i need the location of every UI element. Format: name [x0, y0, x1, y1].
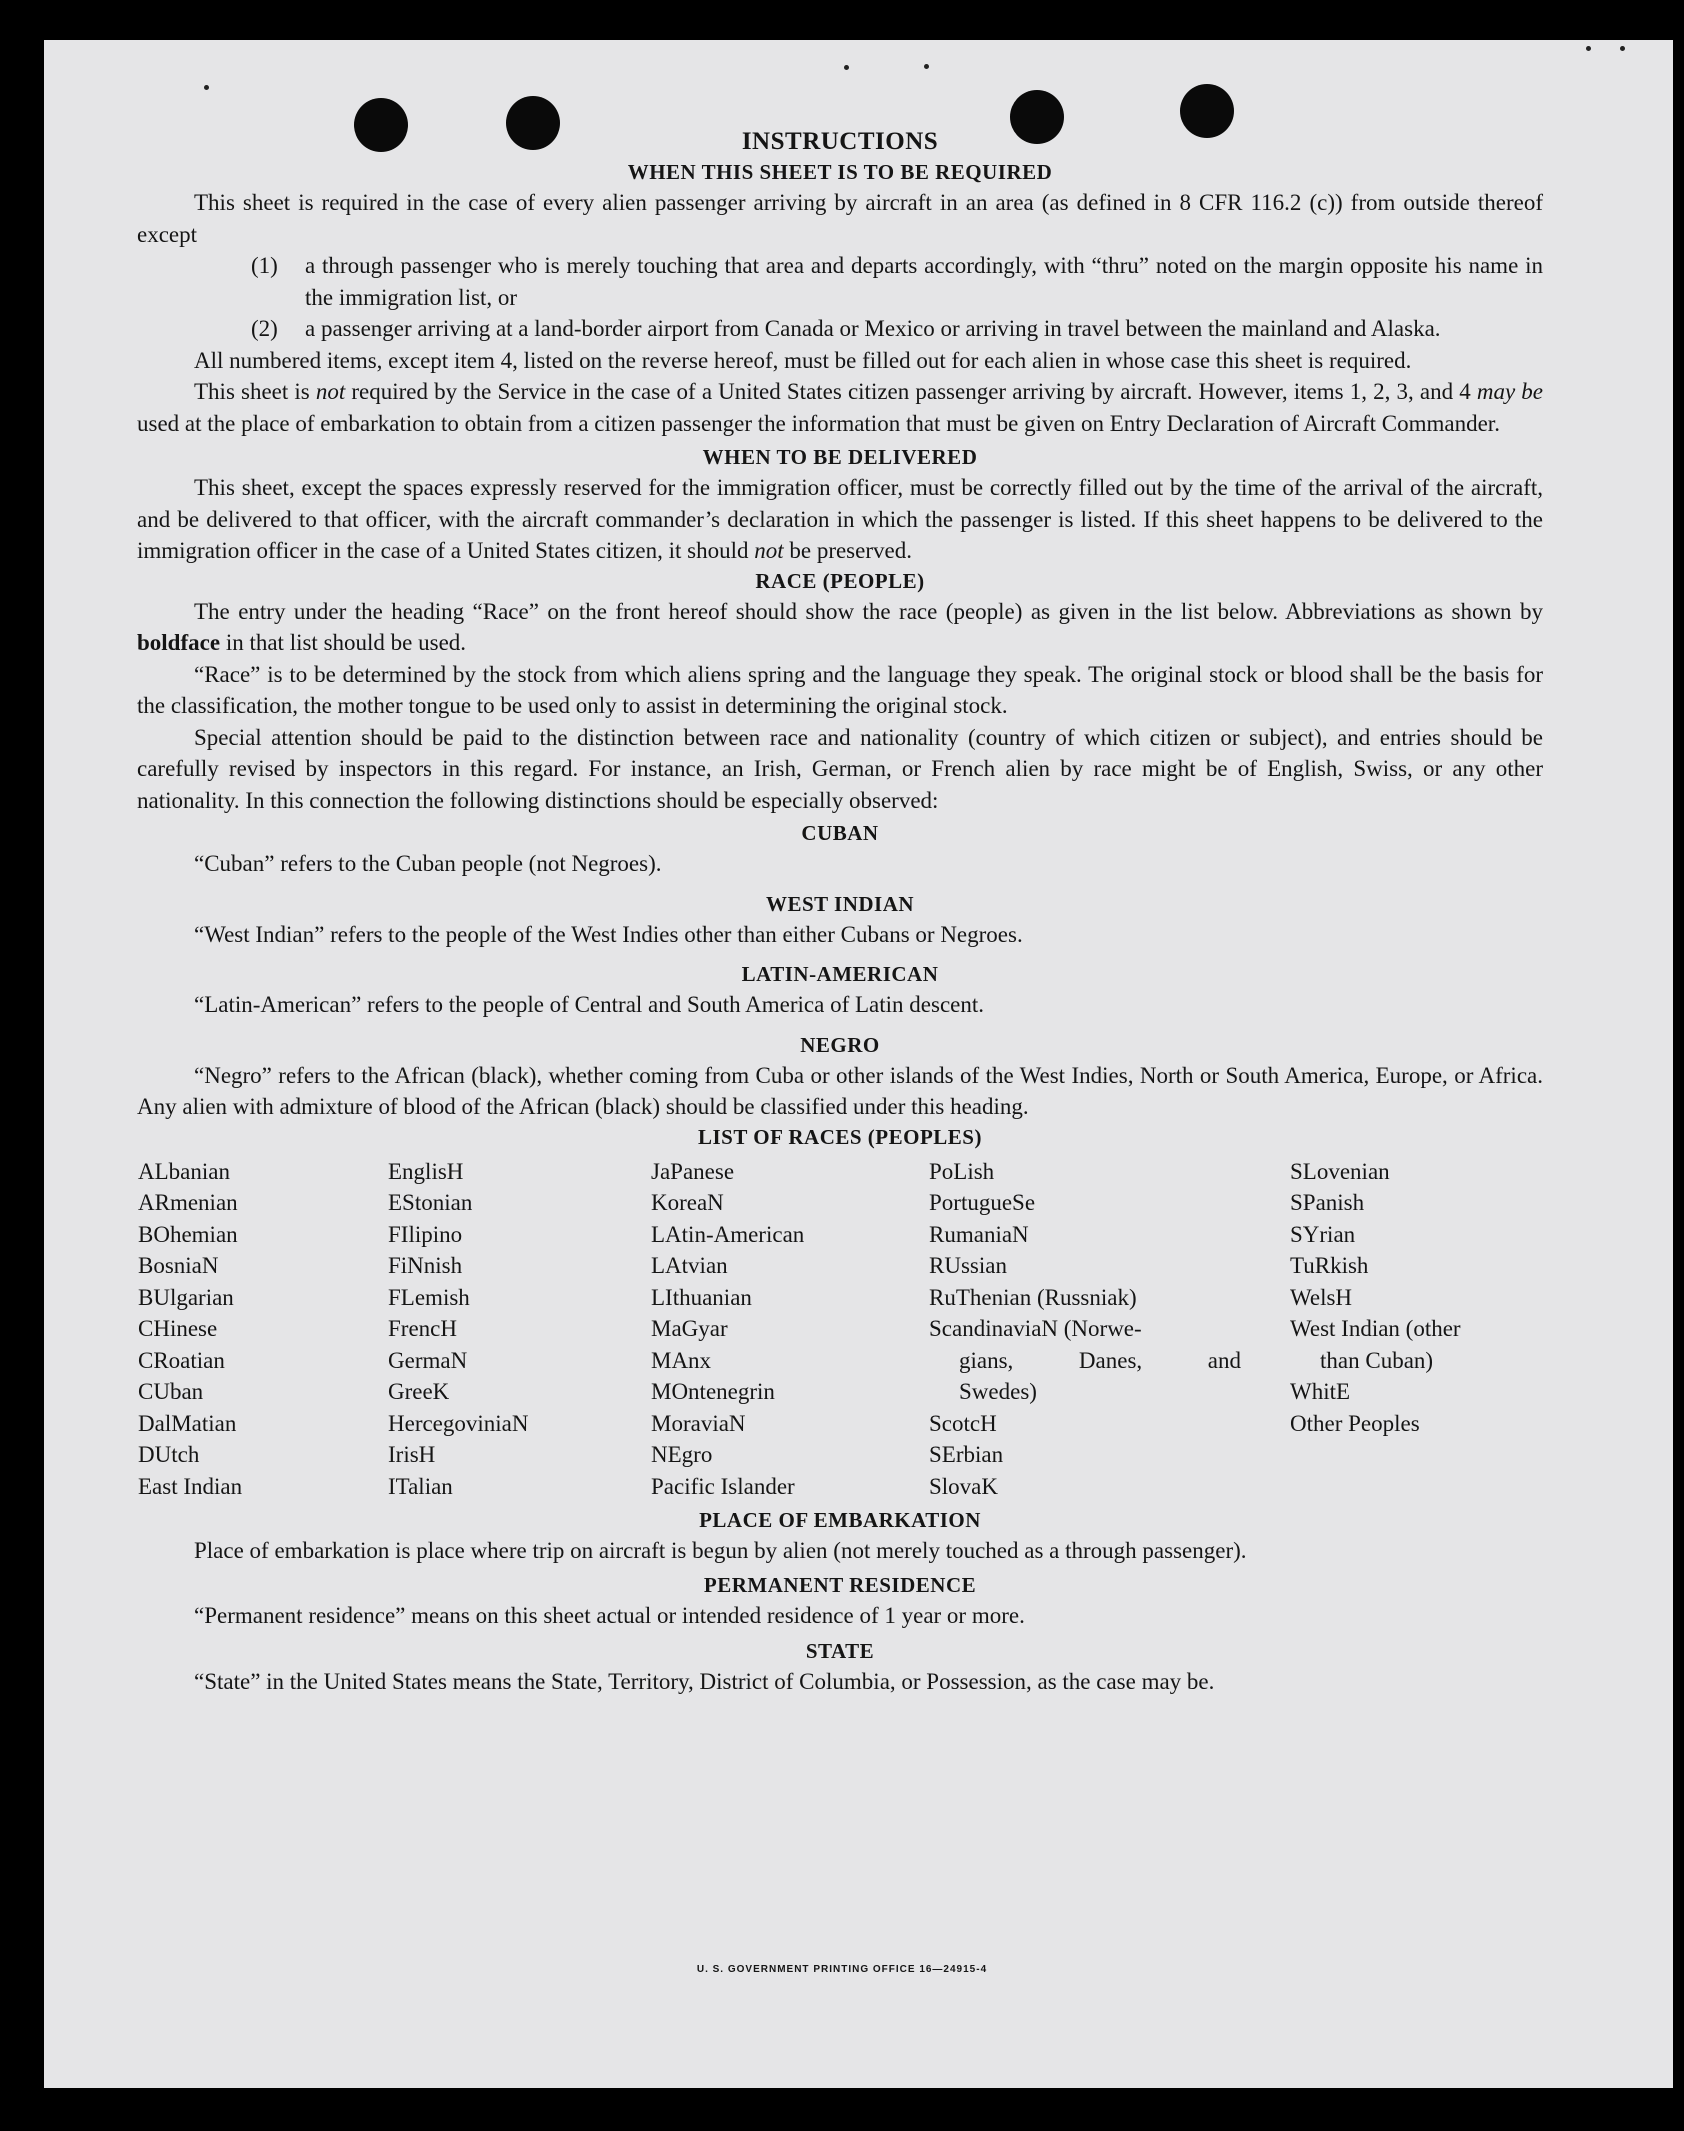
race-item: KoreaN	[651, 1190, 724, 1215]
paragraph-negro: “Negro” refers to the African (black), whether coming from Cuba or other islands of the West Indies, North or South America, Europe, or Africa. Any alien with admixture of blood of the African (black) should be classified under this heading.	[137, 1062, 1543, 1119]
section-heading-west-indian: WEST INDIAN	[765, 891, 915, 916]
paragraph-race-2: “Race” is to be determined by the stock from which aliens spring and the language they speak. The original stock or blood shall be the basis for the classification, the mother tongue to be used only to assist in determining the original stock.	[137, 661, 1543, 718]
section-heading-embarkation: PLACE OF EMBARKATION	[699, 1507, 981, 1532]
race-item: IrisH	[388, 1442, 436, 1467]
section-heading-delivered: WHEN TO BE DELIVERED	[702, 445, 978, 469]
speck	[1586, 46, 1591, 51]
word: Danes,	[1078, 1347, 1143, 1373]
race-item: DUtch	[138, 1442, 200, 1467]
paragraph-required: This sheet is required in the case of every alien passenger arriving by aircraft in an area (as defined in 8 CFR 116.2 (c)) from outside thereof except	[137, 190, 1543, 247]
race-item: LAtin-American	[651, 1221, 805, 1247]
races-column-3	[651, 1156, 804, 1503]
race-item: MAnx	[651, 1347, 712, 1373]
race-item: GreeK	[388, 1379, 450, 1404]
race-item: RUssian	[929, 1253, 1007, 1278]
race-item: FiNnish	[388, 1253, 463, 1278]
speck	[1620, 46, 1625, 51]
word: and	[1207, 1347, 1241, 1373]
race-item: ITalian	[388, 1473, 453, 1499]
races-column-2	[388, 1156, 529, 1503]
text: in that list should be used.	[220, 630, 467, 655]
paragraph-cuban: “Cuban” refers to the Cuban people (not Negroes).	[194, 851, 662, 876]
race-item: East Indian	[138, 1473, 243, 1499]
race-item: WelsH	[1290, 1284, 1353, 1310]
paragraph-latin-american: “Latin-American” refers to the people of Central and South America of Latin descent.	[194, 992, 984, 1017]
race-item: SlovaK	[929, 1473, 998, 1499]
emphasis: may be	[1476, 379, 1543, 404]
race-item: MOntenegrin	[651, 1379, 775, 1404]
race-item: MoraviaN	[651, 1410, 746, 1436]
race-item: PoLish	[929, 1158, 995, 1184]
speck	[844, 65, 849, 70]
exception-item-2	[137, 313, 1543, 345]
race-item: NEgro	[651, 1442, 713, 1467]
race-item: Pacific Islander	[651, 1473, 795, 1499]
race-item: EnglisH	[388, 1158, 464, 1184]
section-heading-list-of-races: LIST OF RACES (PEOPLES)	[698, 1124, 982, 1149]
race-item: JaPanese	[651, 1158, 735, 1184]
races-column-1	[138, 1156, 242, 1503]
race-item: RuThenian (Russniak)	[929, 1284, 1137, 1310]
race-item: FrencH	[388, 1316, 457, 1341]
race-item: SYrian	[1290, 1221, 1356, 1247]
race-item: SErbian	[929, 1442, 1004, 1467]
emphasis: not	[754, 538, 784, 563]
paragraph-race-3: Special attention should be paid to the distinction between race and nationality (country of which citizen or subject), and entries should be carefully revised by inspectors in this regard. For instance, an Irish, German, or French alien by race might be of English, Swiss, or any other nationality. In this connection the following distinctions should be especially observed:	[137, 724, 1543, 813]
section-heading-state: STATE	[805, 1638, 875, 1663]
section-heading-residence: PERMANENT RESIDENCE	[703, 1573, 977, 1597]
races-column-5	[1290, 1156, 1461, 1440]
race-item: ARmenian	[138, 1190, 238, 1215]
race-item: MaGyar	[651, 1316, 728, 1341]
race-item: TuRkish	[1290, 1253, 1369, 1278]
race-item: FIlipino	[388, 1221, 463, 1247]
section-heading-latin-american: LATIN-AMERICAN	[741, 962, 939, 986]
paragraph-west-indian: “West Indian” refers to the people of the West Indies other than either Cubans or Negroes.	[194, 921, 1023, 947]
race-item: CHinese	[138, 1316, 218, 1341]
speck	[204, 85, 209, 90]
paragraph-citizen	[137, 376, 1543, 439]
race-item: LIthuanian	[651, 1284, 752, 1310]
text: This sheet, except the spaces expressly reserved for the immigration officer, must be correctly filled out by the time of the arrival of the aircraft, and be delivered to that officer, with the aircraft commander’s declaration in which the passenger is listed. If this sheet happens to be delivered to the immigration officer in the case of a United States citizen, it should	[137, 475, 1543, 563]
item-number: (1)	[251, 253, 278, 278]
printer-imprint: U. S. GOVERNMENT PRINTING OFFICE 16—24915-4	[696, 1964, 988, 1975]
race-item: GermaN	[388, 1347, 468, 1373]
text: be preserved.	[783, 538, 912, 563]
race-item: DalMatian	[138, 1410, 237, 1436]
text: used at the place of embarkation to obtain from a citizen passenger the information that must be given on Entry Declaration of Aircraft Commander.	[137, 410, 1500, 436]
race-item: CRoatian	[138, 1347, 225, 1373]
race-item-continued	[929, 1345, 1241, 1377]
exception-item-1	[137, 250, 1543, 313]
race-item: ScotcH	[929, 1410, 997, 1436]
race-item: PortugueSe	[929, 1190, 1036, 1215]
race-item: HercegoviniaN	[388, 1410, 529, 1436]
bold-word: boldface	[137, 630, 221, 655]
race-item: WhitE	[1290, 1379, 1351, 1404]
item-text: a passenger arriving at a land-border airport from Canada or Mexico or arriving in travel between the mainland and Alaska.	[305, 316, 1441, 341]
race-item-continued: than Cuban)	[1320, 1347, 1434, 1373]
page-title: INSTRUCTIONS	[741, 128, 939, 155]
instructions-text	[137, 126, 1543, 1697]
section-heading-negro: NEGRO	[800, 1032, 880, 1057]
race-item: LAtvian	[651, 1253, 728, 1278]
item-text: a through passenger who is merely touching that area and departs accordingly, with “thru” noted on the margin opposite his name in the immigration list, or	[305, 253, 1543, 310]
paragraph-delivered	[137, 472, 1543, 567]
speck	[924, 64, 929, 69]
section-heading-cuban: CUBAN	[801, 821, 879, 845]
race-item: ScandinaviaN (Norwe-	[929, 1316, 1142, 1341]
paragraph-state: “State” in the United States means the State, Territory, District of Columbia, or Possession, as the case may be.	[194, 1668, 1215, 1694]
race-item: EStonian	[388, 1190, 473, 1215]
race-item: SPanish	[1290, 1190, 1365, 1215]
emphasis: not	[315, 379, 346, 404]
section-heading-required: WHEN THIS SHEET IS TO BE REQUIRED	[627, 160, 1053, 184]
race-item: SLovenian	[1290, 1158, 1390, 1184]
word: gians,	[959, 1347, 1014, 1373]
paragraph-numbered-items: All numbered items, except item 4, listed on the reverse hereof, must be filled out for each alien in whose case this sheet is required.	[194, 347, 1412, 373]
section-heading-race: RACE (PEOPLE)	[755, 568, 925, 593]
race-item: FLemish	[388, 1284, 470, 1310]
race-item: BosniaN	[138, 1253, 219, 1278]
race-item: Other Peoples	[1290, 1410, 1420, 1436]
text: required by the Service in the case of a United States citizen passenger arriving by aircraft. However, items 1, 2, 3, and 4	[345, 379, 1477, 404]
race-item: RumaniaN	[929, 1221, 1029, 1247]
text: This sheet is	[194, 379, 316, 404]
text: The entry under the heading “Race” on the front hereof should show the race (people) as given in the list below. Abbreviations as shown by	[194, 598, 1543, 624]
paragraph-embarkation: Place of embarkation is place where trip on aircraft is begun by alien (not merely touched as a through passenger).	[194, 1537, 1247, 1563]
race-item: BUlgarian	[138, 1284, 234, 1310]
race-item-continued: Swedes)	[959, 1379, 1037, 1404]
races-column-4	[929, 1156, 1241, 1503]
race-item: CUban	[138, 1379, 204, 1404]
race-item: BOhemian	[138, 1221, 238, 1247]
paragraph-race-1	[137, 596, 1543, 659]
races-list	[137, 1156, 1543, 1506]
paragraph-residence: “Permanent residence” means on this sheet actual or intended residence of 1 year or more.	[194, 1603, 1025, 1628]
race-item: ALbanian	[138, 1158, 230, 1184]
item-number: (2)	[251, 316, 278, 341]
race-item: West Indian (other	[1290, 1316, 1461, 1341]
